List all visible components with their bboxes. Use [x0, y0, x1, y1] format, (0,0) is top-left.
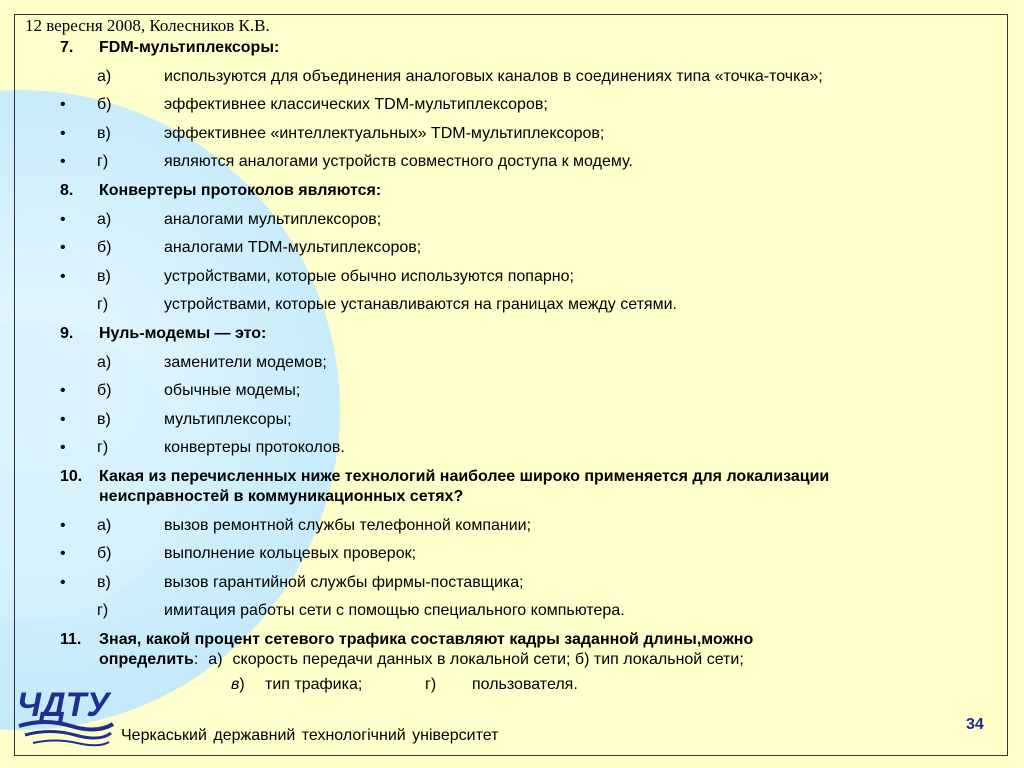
- option-text: обычные модемы;: [164, 382, 301, 400]
- question-9-title: [0, 324, 1024, 344]
- option-text: используются для объединения аналоговых каналов в соединениях типа «точка-точка»;: [164, 67, 823, 85]
- option-text: аналогами TDM-мультиплексоров;: [164, 239, 422, 257]
- option-letter: г): [97, 602, 109, 620]
- answer-option: [0, 353, 1024, 373]
- answer-option: [0, 573, 1024, 593]
- question-10-title: [0, 467, 1024, 507]
- colon: :: [193, 650, 199, 668]
- slide-content: [0, 38, 1024, 696]
- question-8-title: [0, 181, 1024, 201]
- answer-option: [0, 152, 1024, 172]
- bullet: •: [60, 410, 66, 428]
- bullet: •: [60, 153, 66, 171]
- university-logo: [15, 680, 115, 752]
- option-text: устройствами, которые устанавливаются на границах между сетями.: [164, 296, 677, 314]
- answer-option: [0, 601, 1024, 621]
- answer-option: [0, 95, 1024, 115]
- question-text: Нуль-модемы — это:: [99, 324, 267, 342]
- bullet: •: [60, 516, 66, 534]
- option-text: конвертеры протоколов.: [164, 439, 345, 457]
- option-text: пользователя.: [472, 675, 578, 693]
- option-letter: в: [231, 675, 240, 693]
- option-text: выполнение кольцевых проверок;: [164, 545, 417, 563]
- logo-graphic: [15, 680, 115, 752]
- question-text-line-2: [99, 650, 1014, 670]
- option-text: эффективнее классических TDM-мультиплексоров;: [164, 96, 548, 114]
- option-letter: а): [97, 210, 112, 228]
- option-text: заменители модемов;: [164, 353, 327, 371]
- date-author-header: 12 вересня 2008, Колесников К.В.: [25, 16, 270, 35]
- page-number: 34: [966, 716, 984, 733]
- bullet: •: [60, 545, 66, 563]
- question-text-line-1: Какая из перечисленных ниже технологий наиболее широко применяется для локализации: [99, 467, 830, 485]
- option-letter-paren: ): [239, 675, 245, 693]
- option-text: тип трафика;: [265, 675, 363, 693]
- option-letter: а): [208, 650, 223, 668]
- question-text-line-1: Зная, какой процент сетевого трафика составляют кадры заданной длины,можно: [99, 630, 754, 648]
- option-letter: в): [97, 573, 111, 591]
- option-text: аналогами мультиплексоров;: [164, 210, 382, 228]
- question-number: 9.: [60, 324, 74, 342]
- option-text: устройствами, которые обычно используются попарно;: [164, 267, 574, 285]
- option-text: скорость передачи данных в локальной сети;: [232, 650, 571, 668]
- answer-option: [0, 124, 1024, 144]
- question-7-title: [0, 38, 1024, 58]
- option-letter: а): [97, 67, 112, 85]
- option-letter: в): [97, 410, 111, 428]
- answer-option: [0, 544, 1024, 564]
- option-text: мультиплексоры;: [164, 410, 292, 428]
- option-text: являются аналогами устройств совместного доступа к модему.: [164, 153, 633, 171]
- answer-option: [0, 438, 1024, 458]
- option-letter: в): [97, 267, 111, 285]
- bullet: •: [60, 382, 66, 400]
- question-11-options-line: [0, 676, 1024, 696]
- bullet: •: [60, 239, 66, 257]
- logo-lettering: ЧДТУ: [17, 686, 110, 724]
- option-text: вызов гарантийной службы фирмы-поставщика;: [164, 573, 524, 591]
- answer-option: [0, 238, 1024, 258]
- option-letter: г): [425, 675, 437, 693]
- option-text: эффективнее «интеллектуальных» TDM-мультиплексоров;: [164, 124, 605, 142]
- bullet: •: [60, 439, 66, 457]
- answer-option: [0, 295, 1024, 315]
- answer-option: [0, 381, 1024, 401]
- option-letter: г): [97, 153, 109, 171]
- question-number: 7.: [60, 39, 74, 56]
- answer-option: [0, 516, 1024, 536]
- option-letter: г): [97, 296, 109, 314]
- bullet: •: [60, 96, 66, 114]
- question-number: 8.: [60, 181, 74, 199]
- option-letter: а): [97, 353, 112, 371]
- answer-option: [0, 410, 1024, 430]
- question-number: 10.: [60, 467, 83, 485]
- option-letter: б): [97, 239, 112, 257]
- answer-option: [0, 267, 1024, 287]
- bullet: •: [60, 573, 66, 591]
- option-letter: б): [97, 96, 112, 114]
- option-letter: г): [97, 439, 109, 457]
- option-letter: б): [97, 545, 112, 563]
- option-letter: б): [574, 650, 590, 668]
- bullet: •: [60, 124, 66, 142]
- bullet: •: [60, 267, 66, 285]
- question-text: FDM-мультиплексоры:: [99, 39, 280, 56]
- answer-option: [0, 67, 1024, 87]
- option-letter: а): [97, 516, 112, 534]
- university-name: Черкаський державний технологічний університет: [121, 727, 499, 744]
- question-text-line-2: неисправностей в коммуникационных сетях?: [99, 487, 464, 505]
- option-text: тип локальной сети;: [593, 650, 744, 668]
- question-number: 11.: [60, 630, 82, 648]
- option-text: имитация работы сети с помощью специального компьютера.: [164, 602, 625, 620]
- bullet: •: [60, 210, 66, 228]
- option-letter: б): [97, 382, 112, 400]
- question-text: Конвертеры протоколов являются:: [99, 181, 382, 199]
- option-text: вызов ремонтной службы телефонной компании;: [164, 516, 532, 534]
- question-keyword: определить: [99, 650, 194, 668]
- option-letter: в): [97, 124, 111, 142]
- question-11-title: [0, 630, 1024, 670]
- answer-option: [0, 210, 1024, 230]
